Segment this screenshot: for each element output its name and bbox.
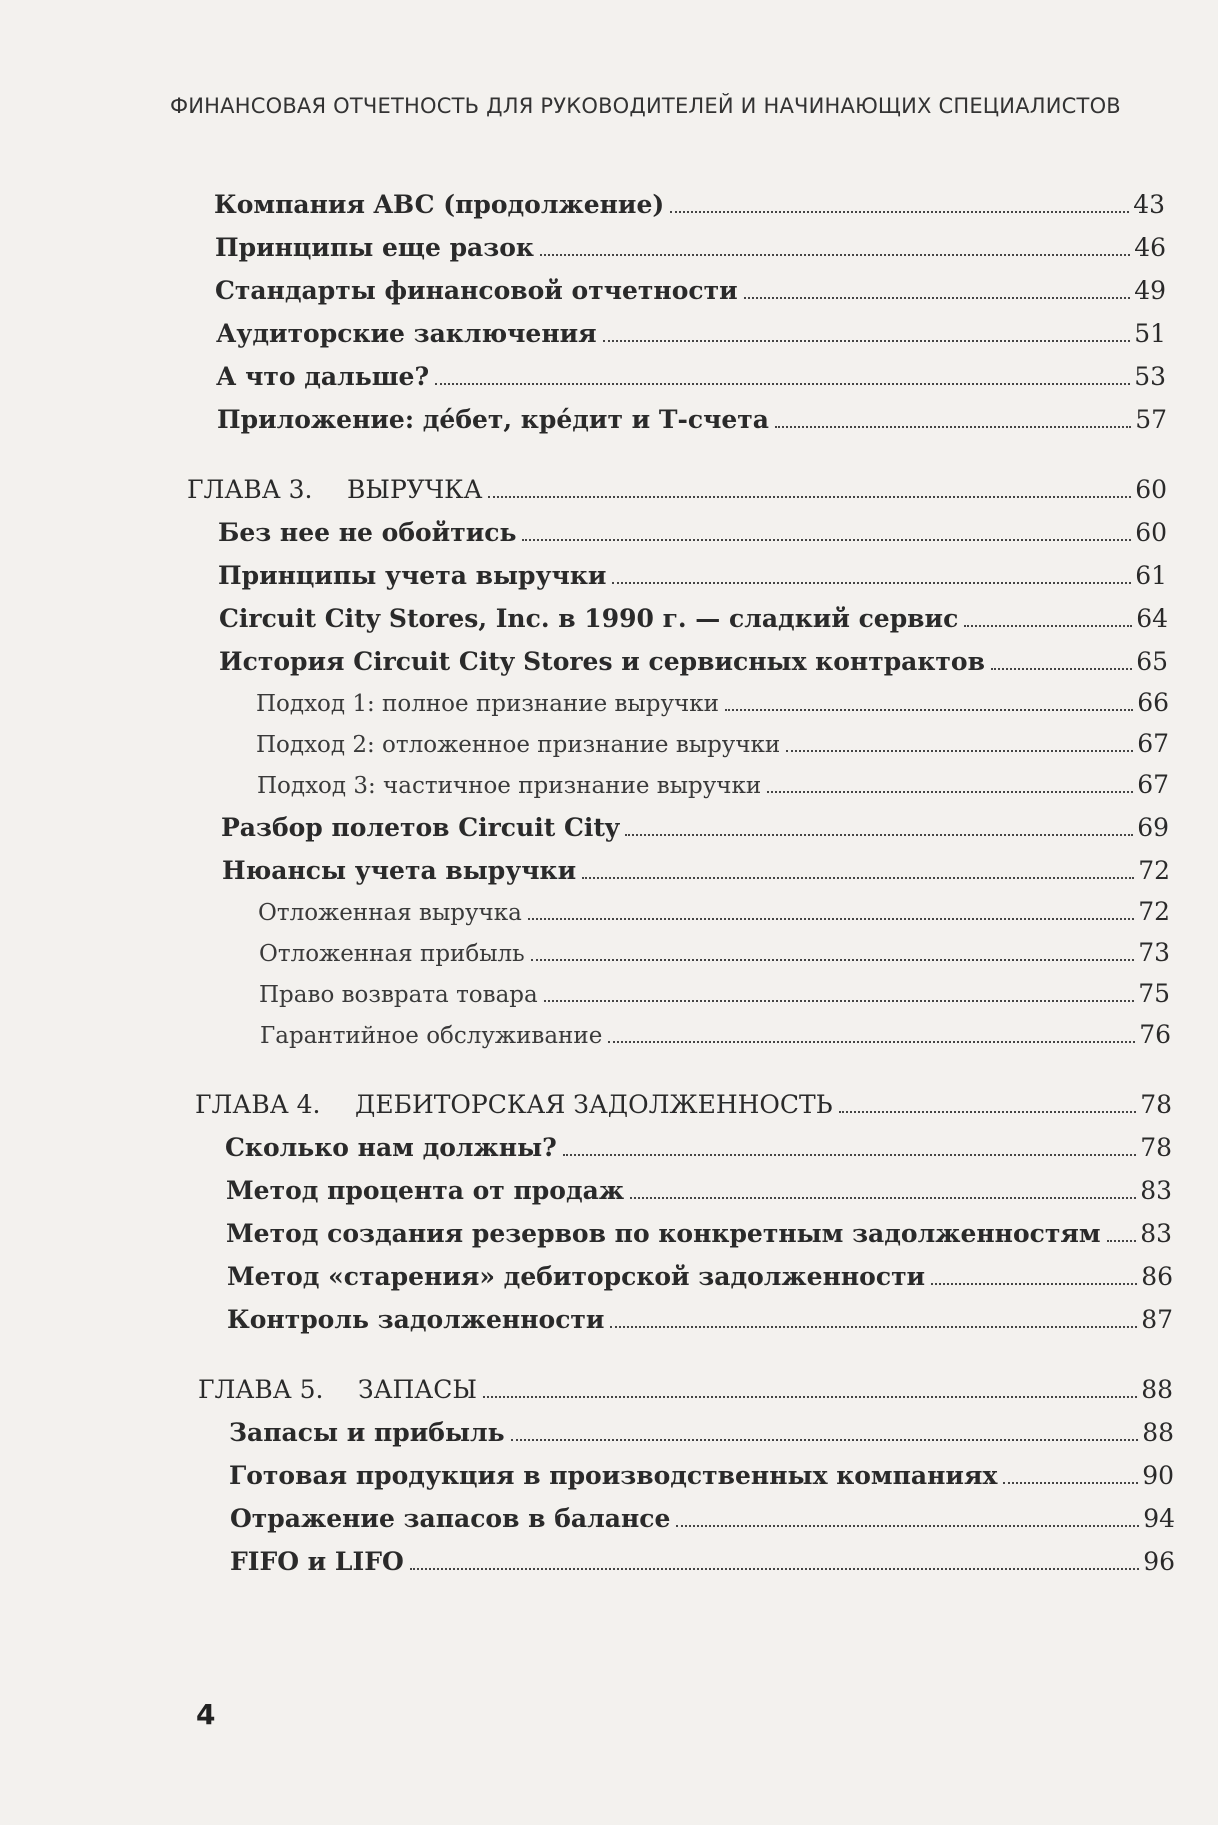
toc-chapter-entry bbox=[187, 475, 1167, 504]
entry-title: Сколько нам должны? bbox=[225, 1133, 557, 1162]
toc-section-entry bbox=[218, 518, 1167, 547]
running-head: ФИНАНСОВАЯ ОТЧЕТНОСТЬ ДЛЯ РУКОВОДИТЕЛЕЙ И НАЧИНАЮЩИХ СПЕЦИАЛИСТОВ bbox=[170, 94, 1121, 118]
entry-page-number: 83 bbox=[1140, 1219, 1172, 1248]
toc-section-entry bbox=[219, 604, 1168, 633]
entry-page-number: 86 bbox=[1141, 1262, 1173, 1291]
entry-title: Без нее не обойтись bbox=[218, 518, 517, 547]
dot-leader bbox=[612, 581, 1131, 584]
entry-page-number: 87 bbox=[1141, 1305, 1173, 1334]
entry-title: Отложенная выручка bbox=[258, 900, 522, 926]
entry-page-number: 88 bbox=[1142, 1418, 1174, 1447]
entry-page-number: 65 bbox=[1136, 647, 1168, 676]
entry-title: ВЫРУЧКА bbox=[347, 475, 483, 504]
entry-page-number: 51 bbox=[1134, 319, 1166, 348]
toc-section-entry bbox=[216, 319, 1166, 348]
entry-page-number: 83 bbox=[1140, 1176, 1172, 1205]
dot-leader bbox=[511, 1438, 1139, 1441]
entry-page-number: 73 bbox=[1138, 938, 1170, 967]
entry-title: Подход 3: частичное признание выручки bbox=[257, 773, 762, 799]
toc-section-entry bbox=[230, 1504, 1175, 1533]
entry-title: Принципы еще разок bbox=[215, 233, 534, 262]
toc-section-entry bbox=[217, 405, 1167, 434]
entry-title: Разбор полетов Circuit City bbox=[221, 813, 620, 842]
toc-section-entry bbox=[225, 1133, 1172, 1162]
dot-leader bbox=[931, 1282, 1137, 1285]
toc-section-entry bbox=[218, 561, 1167, 590]
entry-title: Аудиторские заключения bbox=[216, 319, 597, 348]
dot-leader bbox=[744, 296, 1131, 299]
dot-leader bbox=[964, 624, 1132, 627]
dot-leader bbox=[435, 382, 1130, 385]
entry-page-number: 94 bbox=[1143, 1504, 1175, 1533]
entry-title: Отложенная прибыль bbox=[259, 941, 525, 967]
dot-leader bbox=[531, 958, 1135, 961]
entry-page-number: 69 bbox=[1137, 813, 1169, 842]
entry-title: Метод «старения» дебиторской задолженности bbox=[227, 1262, 926, 1291]
entry-title: Гарантийное обслуживание bbox=[260, 1023, 603, 1049]
toc-section-entry bbox=[226, 1176, 1172, 1205]
entry-page-number: 64 bbox=[1136, 604, 1168, 633]
toc-subsection-entry bbox=[259, 979, 1170, 1008]
entry-page-number: 49 bbox=[1134, 276, 1166, 305]
entry-title: История Circuit City Stores и сервисных контрактов bbox=[219, 647, 985, 676]
dot-leader bbox=[991, 667, 1132, 670]
entry-page-number: 60 bbox=[1135, 518, 1167, 547]
dot-leader bbox=[563, 1153, 1136, 1156]
dot-leader bbox=[582, 876, 1134, 879]
entry-title: А что дальше? bbox=[216, 362, 430, 391]
entry-title: Запасы и прибыль bbox=[229, 1418, 505, 1447]
entry-page-number: 67 bbox=[1137, 770, 1169, 799]
toc-section-entry bbox=[229, 1418, 1174, 1447]
entry-page-number: 75 bbox=[1138, 979, 1170, 1008]
toc-chapter-entry bbox=[195, 1090, 1172, 1119]
dot-leader bbox=[725, 708, 1133, 711]
chapter-number: ГЛАВА 4. bbox=[195, 1090, 321, 1119]
entry-title: FIFO и LIFO bbox=[230, 1547, 404, 1576]
toc-section-entry bbox=[221, 813, 1169, 842]
toc-subsection-entry bbox=[257, 770, 1169, 799]
entry-title: Принципы учета выручки bbox=[218, 561, 607, 590]
entry-page-number: 46 bbox=[1134, 233, 1166, 262]
dot-leader bbox=[1003, 1481, 1138, 1484]
toc-section-entry bbox=[222, 856, 1170, 885]
entry-page-number: 76 bbox=[1139, 1020, 1171, 1049]
toc-section-entry bbox=[227, 1305, 1173, 1334]
entry-page-number: 88 bbox=[1141, 1375, 1173, 1404]
dot-leader bbox=[488, 495, 1131, 498]
entry-page-number: 66 bbox=[1137, 688, 1169, 717]
dot-leader bbox=[540, 253, 1130, 256]
entry-title: Стандарты финансовой отчетности bbox=[215, 276, 738, 305]
toc-subsection-entry bbox=[259, 938, 1170, 967]
entry-title: Метод создания резервов по конкретным задолженностям bbox=[226, 1219, 1101, 1248]
dot-leader bbox=[786, 749, 1133, 752]
entry-title: ДЕБИТОРСКАЯ ЗАДОЛЖЕННОСТЬ bbox=[355, 1090, 833, 1119]
entry-page-number: 67 bbox=[1137, 729, 1169, 758]
toc-subsection-entry bbox=[256, 688, 1169, 717]
page-number: 4 bbox=[196, 1698, 216, 1731]
dot-leader bbox=[528, 917, 1134, 920]
dot-leader bbox=[670, 210, 1129, 213]
toc-section-entry bbox=[215, 233, 1166, 262]
toc-subsection-entry bbox=[256, 729, 1169, 758]
toc-section-entry bbox=[219, 647, 1168, 676]
dot-leader bbox=[625, 833, 1133, 836]
toc-section-entry bbox=[215, 276, 1166, 305]
dot-leader bbox=[608, 1040, 1135, 1043]
toc-section-entry bbox=[226, 1219, 1172, 1248]
entry-title: Метод процента от продаж bbox=[226, 1176, 625, 1205]
entry-page-number: 43 bbox=[1133, 190, 1165, 219]
toc-subsection-entry bbox=[258, 897, 1170, 926]
entry-title: Подход 2: отложенное признание выручки bbox=[256, 732, 781, 758]
dot-leader bbox=[522, 538, 1131, 541]
entry-title: Право возврата товара bbox=[259, 982, 538, 1008]
dot-leader bbox=[775, 425, 1131, 428]
entry-page-number: 78 bbox=[1140, 1090, 1172, 1119]
toc-section-entry bbox=[214, 190, 1165, 219]
entry-title: Компания ABC (продолжение) bbox=[214, 190, 665, 219]
entry-page-number: 61 bbox=[1135, 561, 1167, 590]
chapter-number: ГЛАВА 3. bbox=[187, 475, 313, 504]
entry-title: Контроль задолженности bbox=[227, 1305, 605, 1334]
chapter-number: ГЛАВА 5. bbox=[198, 1375, 324, 1404]
entry-page-number: 72 bbox=[1138, 897, 1170, 926]
toc-chapter-entry bbox=[198, 1375, 1173, 1404]
toc-subsection-entry bbox=[260, 1020, 1171, 1049]
dot-leader bbox=[676, 1524, 1139, 1527]
entry-title: Нюансы учета выручки bbox=[222, 856, 577, 885]
entry-page-number: 53 bbox=[1134, 362, 1166, 391]
dot-leader bbox=[544, 999, 1134, 1002]
entry-title: Отражение запасов в балансе bbox=[230, 1504, 671, 1533]
entry-title: Подход 1: полное признание выручки bbox=[256, 691, 719, 717]
entry-page-number: 78 bbox=[1140, 1133, 1172, 1162]
dot-leader bbox=[630, 1196, 1136, 1199]
dot-leader bbox=[603, 339, 1131, 342]
dot-leader bbox=[767, 790, 1133, 793]
dot-leader bbox=[610, 1325, 1137, 1328]
toc-section-entry bbox=[216, 362, 1166, 391]
entry-title: Приложение: де́бет, кре́дит и Т-счета bbox=[217, 405, 769, 434]
entry-page-number: 57 bbox=[1135, 405, 1167, 434]
entry-page-number: 90 bbox=[1142, 1461, 1174, 1490]
entry-title: Circuit City Stores, Inc. в 1990 г. — сладкий сервис bbox=[219, 604, 959, 633]
entry-page-number: 72 bbox=[1138, 856, 1170, 885]
entry-title: Готовая продукция в производственных компаниях bbox=[229, 1461, 998, 1490]
dot-leader bbox=[839, 1110, 1137, 1113]
entry-page-number: 96 bbox=[1143, 1547, 1175, 1576]
entry-title: ЗАПАСЫ bbox=[358, 1375, 477, 1404]
entry-page-number: 60 bbox=[1135, 475, 1167, 504]
dot-leader bbox=[410, 1567, 1139, 1570]
dot-leader bbox=[483, 1395, 1137, 1398]
toc-section-entry bbox=[227, 1262, 1173, 1291]
toc-section-entry bbox=[229, 1461, 1174, 1490]
dot-leader bbox=[1107, 1239, 1137, 1242]
toc-section-entry bbox=[230, 1547, 1175, 1576]
